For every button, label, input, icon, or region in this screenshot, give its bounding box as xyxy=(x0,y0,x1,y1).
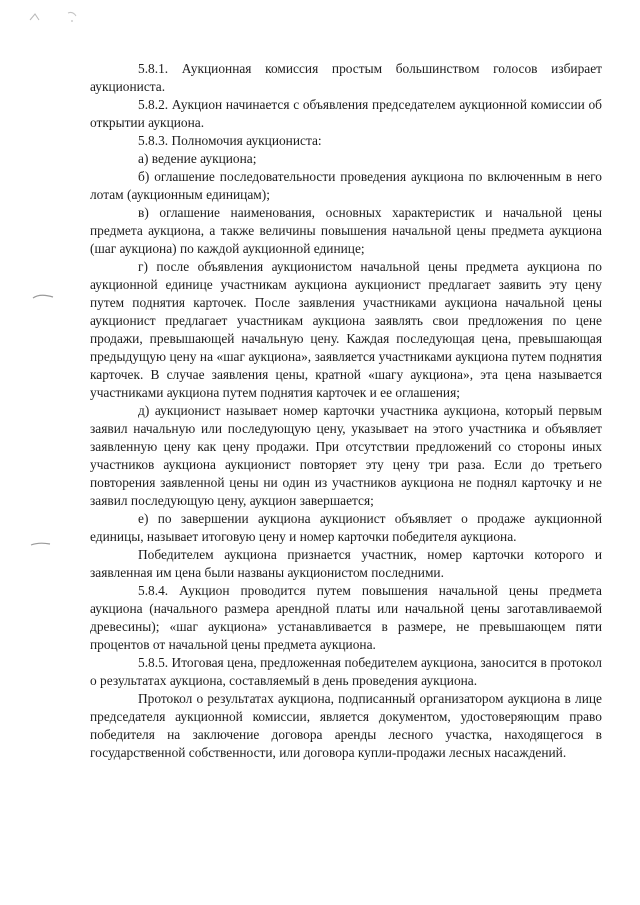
list-item-d: д) аукционист называет номер карточки участника аукциона, который первым заявил начальную или последующую цену, указывает на этого участника и объявляет заявленную цену как цену продажи. При отсутствии предложений со стороны иных участников аукциона аукционист повторяет эту цену три раза. Если до третьего повторения заявленной цены ни один из участников аукциона не поднял карточку и не заявил последующую цену, аукцион завершается; xyxy=(90,403,602,508)
binding-hole-mark xyxy=(30,540,52,548)
document-body xyxy=(90,60,602,762)
scan-artifact-mark xyxy=(28,10,80,24)
binding-hole-mark xyxy=(32,292,54,300)
list-item-v: в) оглашение наименования, основных характеристик и начальной цены предмета аукциона, а также величины повышения начальной цены предмета аукциона (шаг аукциона) по каждой аукционной единице; xyxy=(90,205,602,256)
list-item-e: е) по завершении аукциона аукционист объявляет о продаже аукционной единицы, называет итоговую цену и номер карточки победителя аукциона. xyxy=(90,511,602,544)
winner-paragraph: Победителем аукциона признается участник, номер карточки которого и заявленная им цена были названы аукционистом последними. xyxy=(90,547,602,580)
protocol-paragraph: Протокол о результатах аукциона, подписанный организатором аукциона в лице председателя аукционной комиссии, является документом, удостоверяющим право победителя на заключение договора аренды лесного участка, находящегося в государственной собственности, или договора купли-продажи лесных насаждений. xyxy=(90,691,602,760)
clause-5-8-1: 5.8.1. Аукционная комиссия простым большинством голосов избирает аукциониста. xyxy=(90,61,602,94)
list-item-a: а) ведение аукциона; xyxy=(138,151,257,166)
list-item-g: г) после объявления аукционистом начальной цены предмета аукциона по аукционной единице участникам аукциона аукционист предлагает заявить эту цену путем поднятия карточек. После заявления участниками аукциона начальной цены аукционист предлагает участникам аукциона заявлять свои предложения по цене продажи, превышающей начальную цену. Каждая последующая цена, превышающая предыдущую цену на «шаг аукциона», заявляется участниками аукциона путем поднятия карточек. В случае заявления цены, кратной «шагу аукциона», эта цена называется участниками аукциона путем поднятия карточек и ее оглашения; xyxy=(90,259,602,400)
clause-5-8-3: 5.8.3. Полномочия аукциониста: xyxy=(138,133,322,148)
clause-5-8-4: 5.8.4. Аукцион проводится путем повышения начальной цены предмета аукциона (начального размера арендной платы или начальной цены заготавливаемой древесины); «шаг аукциона» устанавливается в размере, не превышающем пяти процентов от начальной цены предмета аукциона. xyxy=(90,583,602,652)
list-item-b: б) оглашение последовательности проведения аукциона по включенным в него лотам (аукционным единицам); xyxy=(90,169,602,202)
clause-5-8-2: 5.8.2. Аукцион начинается с объявления председателем аукционной комиссии об открытии аукциона. xyxy=(90,97,602,130)
clause-5-8-5: 5.8.5. Итоговая цена, предложенная победителем аукциона, заносится в протокол о результатах аукциона, составляемый в день проведения аукциона. xyxy=(90,655,602,688)
